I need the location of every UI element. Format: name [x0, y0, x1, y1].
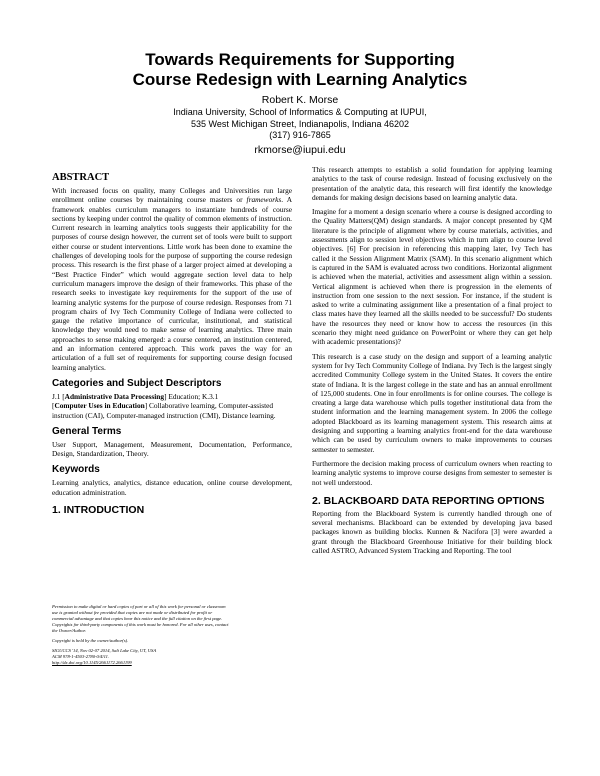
categories-text — [52, 392, 292, 420]
footnote-copyright: Copyright is held by the owner/author(s). — [52, 638, 129, 643]
section-2-heading: 2. BLACKBOARD DATA REPORTING OPTIONS — [312, 494, 545, 507]
title-line-2: Course Redesign with Learning Analytics — [132, 70, 468, 89]
categories-k31-prefix: [ — [52, 401, 55, 411]
keywords-text: Learning analytics, analytics, distance education, online course development, education administration. — [52, 478, 292, 497]
footnote-doi-link[interactable]: http://dx.doi.org/10.1145/2661172.2661199 — [52, 660, 132, 665]
title-line-1: Towards Requirements for Supporting — [145, 50, 455, 69]
categories-k31-suffix: ] Collaborative learning, Computer-assisted instruction (CAI), Computer-managed instruction (CMI), Distance learning. — [52, 401, 276, 420]
categories-k31-title: Computer Uses in Education — [54, 401, 145, 411]
right-paragraph-4: Furthermore the decision making process of curriculum owners when reacting to learning analytic systems to improve course designs from semester to semester is not well understood. — [312, 458, 552, 487]
abstract-text — [52, 186, 292, 372]
footnote-line-1: Permission to make digital or hard copies of part or all of this work for personal or classroom — [52, 604, 226, 609]
copyright-footnote — [52, 604, 280, 666]
author-email: rkmorse@iupui.edu — [254, 143, 346, 156]
right-paragraph-3: This research is a case study on the design and support of a learning analytic system for Ivy Tech Community College of Indiana. Ivy Tech is the largest singly accredited Community College system in the United States. It covers the entire state of Indiana. It is the largest college in the state and has an annual enrollment of 125,000 students. One in four enrollments is for online courses. The college is creating a large data warehouse which pulls together institutional data from the student information and the learning management system. In 2006 the college adopted Blackboard as its learning management system. This research aims at designing and supporting a learning analytics front-end for the data warehouse which can be used by curriculum owners to make improvements to courses semester to semester. — [312, 351, 552, 454]
right-column — [312, 165, 552, 560]
right-paragraph-1: This research attempts to establish a solid foundation for applying learning analytics to the task of course redesign. Instead of focusing exclusively on the presentation of the analytic data, this research will first identify the knowledge demands for making design decisions based on learning analytic data. — [312, 165, 552, 202]
footnote-acm-isbn: ACM 978-1-4503-2780-0/4/11. — [52, 654, 110, 659]
footnote-conference: SIGUCCS '14, Nov 02-07 2014, Salt Lake City, UT, USA — [52, 648, 157, 653]
introduction-heading: 1. INTRODUCTION — [52, 504, 145, 517]
footnote-line-3: commercial advantage and that copies bear this notice and the full citation on the first page. — [52, 616, 223, 621]
author-name: Robert K. Morse — [261, 94, 339, 106]
abstract-text-part-2: . A framework enables curriculum managers to instantiate hundreds of course sections by keeping under control the quality of common elements of instruction. Current research in learning analytics tools suggests their applicability for the purposes of course design however, the current set of tools were built to support either course or student interventions. Little work has been done to examine the challenges of developing tools for the purpose of supporting the course redesign process. This research is the first phase of a larger project aimed at developing a “Best Practice Finder” which would aggregate section level data to help curriculum managers improve the design of their frameworks. This phase of the research seeks to investigate key requirements for the support of the use of learning analytic systems for the purpose of course redesign. Responses from 71 program chairs of Ivy Tech Community College of Indiana were collected to gauge the relative importance of curricular, institutional, and statistical knowledge they would need to make sense of learning analytics. Three main approaches to sense making emerged: a course centered, an institution centered, and an information centered approach. This work paves the way for an articulation of a full set of requirements for supporting course design focused learning analytics. — [52, 195, 292, 372]
abstract-heading: ABSTRACT — [52, 172, 110, 183]
right-paragraph-2: Imagine for a moment a design scenario where a course is designed according to the Quality Matters(QM) design standards. A major concept presented by QM literature is the principle of alignment where by course materials, activities, and assessments align to session level objectives which in turn align to course level objectives. [6] For precision in referencing this mapping later, Ivy Tech has called it the Session Alignment Matrix (SAM). In this scenario alignment which is captured in the SAM is evaluated across two conditions. Horizontal alignment is achieved when the material, activities and assessment align within a session. Vertical alignment is achieved when there is progression in the elements of instruction from one session to the next session. For instance, if the student is asked to write a culminating assignment like a presentation of a final project to class mates have they learned all the skills needed to be successful? Do students have the resources they need or know how to access the resources (in this scenario they might need guidance on PowerPoint or where they can get help with academic presentations)? — [312, 207, 552, 347]
paper-title — [0, 50, 600, 90]
keywords-heading: Keywords — [52, 464, 100, 476]
general-terms-heading: General Terms — [52, 425, 122, 437]
footnote-line-5: the Owner/Author. — [52, 628, 86, 633]
abstract-frameworks-term: frameworks — [246, 195, 282, 205]
footnote-line-4: Copyrights for third-party components of this work must be honored. For all other uses, contact — [52, 622, 229, 627]
author-address: 535 West Michigan Street, Indianapolis, Indiana 46202 — [191, 118, 409, 129]
categories-j1-title: Administrative Data Processing — [64, 391, 165, 401]
categories-j1-prefix: J.1 [ — [52, 391, 65, 401]
author-affiliation: Indiana University, School of Informatics & Computing at IUPUI, — [173, 107, 427, 117]
author-phone: (317) 916-7865 — [269, 130, 331, 140]
categories-j1-suffix: ] Education; K.3.1 — [164, 391, 219, 401]
right-paragraph-5: Reporting from the Blackboard System is currently handled through one of several mechanisms. Blackboard can be extended by developing java based packages known as building blocks. Kunnen & Nacifora [3] were awarded a grant through the Blackboard Greenhouse Initiative for their building block called ASTRO, Advanced System Tracking and Reporting. The tool — [312, 508, 552, 555]
abstract-text-part-1: With increased focus on quality, many Colleges and Universities run large enrollment online courses by maintaining course masters or — [52, 186, 292, 205]
categories-heading: Categories and Subject Descriptors — [52, 377, 222, 389]
left-column — [52, 172, 292, 518]
paper-header — [0, 50, 600, 157]
footnote-line-2: use is granted without fee provided that copies are not made or distributed for profit or — [52, 610, 213, 615]
general-terms-text: User Support, Management, Measurement, Documentation, Performance, Design, Standardization, Theory. — [52, 439, 292, 459]
